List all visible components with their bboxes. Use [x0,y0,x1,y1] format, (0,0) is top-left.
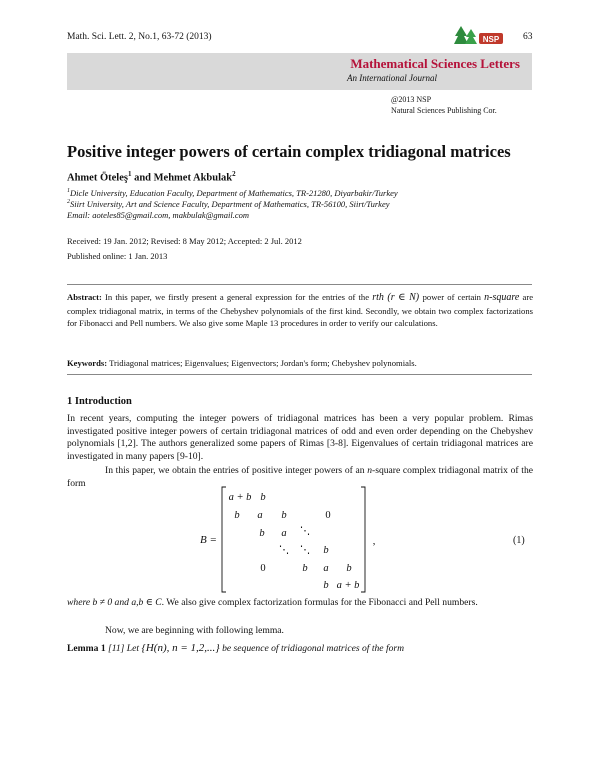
abstract-th: th [376,292,384,303]
cell-6-5: a + b [336,580,360,591]
intro-paragraph-1: In recent years, computing the integer powers of tridiagonal matrices has been a very popular problem. Rimas investigated positive integer powers of certain tridiagonal matrices of odd and even order depending on the Chebyshev polynomials [1,2]. The authors generalized some papers of Rimas [3-8]. Eigenvalues of certain tridiagonal matrices are investigated in many papers [9-10]. [67,413,533,462]
journal-banner [67,53,532,90]
cell-5-3: b [302,563,308,574]
where-text: . We also give complex factorization formulas for the Fibonacci and Pell numbers. [161,597,478,608]
nsp-logo [453,24,505,48]
abstract-part3: are complex tridiagonal matrix, in terms of the Chebyshev polynomials of the first kind. Secondly, we obtain two complex factorizations for Fibonacci and Pell numbers. We also give some Maple 13 procedures in order to verify our calculations. [67,292,534,328]
lemma-label: Lemma 1 [67,643,106,654]
cell-1-1: a + b [228,492,252,503]
email: Email: aoteles85@gmail.com, makbulak@gmail.com [67,210,250,220]
keywords-text: Tridiagonal matrices; Eigenvalues; Eigenvectors; Jordan's form; Chebyshev polynomials. [107,358,417,368]
published-online: Published online: 1 Jan. 2013 [67,251,168,261]
equation-lhs: B = [200,534,217,546]
where-condition: where b ≠ 0 and a,b ∈ C [67,597,162,608]
lemma-ref: [11] Let [105,643,142,654]
cell-5-5: b [346,563,352,574]
abstract-label: Abstract: [67,292,102,302]
cell-5-4: a [323,563,329,574]
journal-subtitle: An International Journal [347,73,437,83]
page-number: 63 [523,32,533,42]
affiliation-1-text: Dicle University, Education Faculty, Department of Mathematics, TR-21280, Diyarbakir/Turkey [70,188,398,198]
affiliation-2-sup: 2 [67,199,70,206]
tridiagonal-matrix [160,486,390,594]
received-dates: Received: 19 Jan. 2012; Revised: 8 May 2012; Accepted: 2 Jul. 2012 [67,236,302,246]
cell-3-2: b [259,528,265,539]
section-heading: 1 Introduction [67,396,132,407]
affiliation-1 [67,188,398,198]
cell-1-2: b [260,492,266,503]
intro-p2-n: n [367,465,373,476]
paper-title: Positive integer powers of certain complex tridiagonal matrices [67,142,511,161]
where-paragraph [67,597,533,610]
abstract-rule-bottom [67,374,532,375]
authors [67,170,236,184]
upper-zero: 0 [325,510,331,521]
lower-zero: 0 [260,563,266,574]
abstract-part2: power of certain [422,292,485,302]
abstract-rule-top [67,284,532,285]
abstract-part1: In this paper, we firstly present a general expression for the entries of the [101,292,373,302]
logo-text: NSP [482,35,500,44]
cell-4-4: b [323,545,329,556]
affiliation-1-sup: 1 [67,188,70,195]
cell-6-4: b [323,580,329,591]
intro-p2-b: -square complex tridiagonal matrix of the form [67,465,533,489]
affiliation-2-text: Siirt University, Art and Science Faculty, Department of Mathematics, TR-56100, Siirt/Turkey [70,199,390,209]
matrix-comma: , [372,536,376,547]
abstract-nsquare: n-square [484,292,520,303]
abstract [67,291,533,330]
equation-number: (1) [513,535,525,546]
author-1-sup: 1 [127,170,132,178]
author-2-sup: 2 [232,170,236,178]
author-1: Ahmet Öteleş [67,172,128,184]
cell-3-3: a [281,528,287,539]
journal-title: Mathematical Sciences Letters [350,56,520,71]
copyright: @2013 NSP [391,95,432,104]
author-2: and Mehmet Akbulak [131,172,233,184]
lemma-set: {H(n), n = 1,2,...} [141,642,220,654]
running-head: Math. Sci. Lett. 2, No.1, 63-72 (2013) [67,32,212,42]
lemma-1 [67,642,404,654]
affiliation-2 [67,199,390,209]
keywords-label: Keywords: [67,358,108,368]
cell-2-1: b [234,510,240,521]
cell-2-3: b [281,510,287,521]
cell-2-2: a [257,510,263,521]
publisher: Natural Sciences Publishing Cor. [391,106,497,115]
ellipsis-2: ⋱ [278,545,290,556]
lemma-tail: be sequence of tridiagonal matrices of the form [219,643,405,654]
lemma-intro: Now, we are beginning with following lemma. [105,625,284,636]
ellipsis-3: ⋱ [299,545,311,556]
ellipsis-1: ⋱ [299,526,311,537]
keywords [67,358,533,368]
abstract-r: r [372,292,377,303]
abstract-cond: (r ∈ N) [383,292,423,303]
intro-p2-a: In this paper, we obtain the entries of positive integer powers of an [105,465,368,476]
